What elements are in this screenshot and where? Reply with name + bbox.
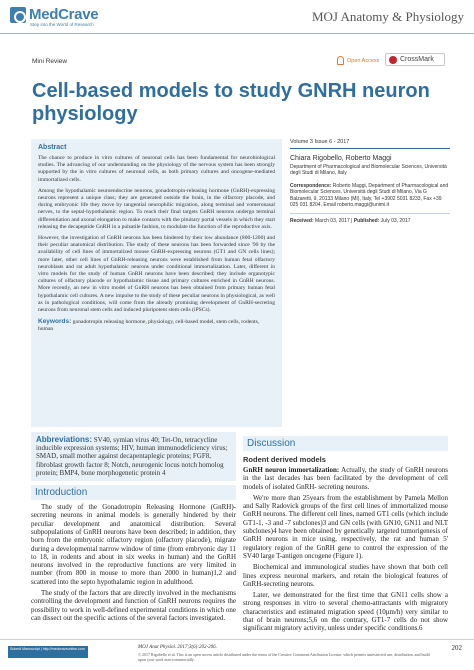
abstract-paragraph: However, the investigation of GnRH neurons has been hindered by their low abundance (800-1200) and their peculiar anatomical distribution. The study of these neurons has been forwarded since '90 by the availability of cell lines of immortalized mouse GnRH-expressing neurons (GT1 and GN cells lines); more later, other cell lines of GnRH-releasing neurons were established from human fetal olfactory neuroblasts and rat adult hypothalamic neurons under conditional immortalization. Later, different in vitro models for the study of human GnRH neurons have been described; they include organotypic cultures of olfactory placode or hypothalamic tissue and primary cultures enriched in GnRH neurons. More recently, an new in vitro model of GnRH neurons has been obtained from primary human fetal hypothalamic cell cultures. A new impulse to the study of these peculiar neurons in physiological, as well as in pathological conditions, will come from the already promising development of GnRH-secreting neurons from neuronal stem cells and induced pluripotent stem cells (iPSCs). xyxy=(38,235,275,314)
discussion-paragraph: We're more than 25years from the establishment by Pamela Mellon and Sally Radovick groups of the first cell lines of immortalized mouse GnRH neurons. The different cell lines, named GT1 cells (which include GT1-1, -3 and -7 subclones)3 and GN cells (with GN10, GN11 and NLT subclones)4 have been obtained by genetically targeted tumorigenesis of GnRH neurons in mice using, respectively, the rat and human 5' regulatory region of the GnRH gene to control the expression of the SV40 large T-antigen oncogene (Figure 1). xyxy=(243,493,448,560)
discussion-paragraph: Biochemical and immunological studies have shown that both cell lines express neuronal markers, and retain the biological features of GnRH-secreting neurons. xyxy=(243,563,448,588)
correspondence-text[interactable]: Roberto Maggi, Department of Pharmacological and Biomolecular Sciences, Università degli Studi di Milano, Via G Balzaretti, 9, 20133 Milano (MI), Italy, Tel +3902 5031 8233, Fax +39 025 031 8204, Email roberto.maggi@unimi.it xyxy=(290,182,449,209)
dates: Received: March 03, 2017 | Published: July 03, 2017 xyxy=(290,218,411,225)
abbreviations-box xyxy=(31,432,236,481)
left-column xyxy=(31,432,236,625)
article-meta xyxy=(290,139,450,224)
open-access-badge xyxy=(337,56,379,65)
footer-citation: MOJ Anat Physiol. 2017;3(6):202-206. xyxy=(138,645,217,650)
journal-name: MOJ Anatomy & Physiology xyxy=(311,9,464,24)
correspondence xyxy=(290,183,450,215)
published-label: Published: xyxy=(353,218,380,225)
logo-tagline: Step into the World of Research xyxy=(30,22,94,27)
page-number: 202 xyxy=(451,644,462,652)
received-label: Received: xyxy=(290,218,314,225)
introduction-paragraph: The study of the factors that are directly involved in the mechanisms controlling the development and function of GnRH neurons requires the possibility to work in well-defined experimental conditions in which one can dissect out the specific actions of the several factors investigated. xyxy=(31,588,236,622)
abstract-box xyxy=(31,139,282,427)
discussion-subheading: Rodent derived models xyxy=(243,455,326,464)
crossmark-button[interactable] xyxy=(385,53,445,66)
article-title: Cell-based models to study GNRH neuron physiology xyxy=(32,80,430,125)
open-lock-icon xyxy=(337,56,344,65)
abstract-paragraph: The chance to produce in vitro cultures of neuronal cells has been fundamental for neurobiological studies. The advancing of our understanding on the physiology of the nervous system has been strongly supported by the in vitro cultures of neuronal cells, as both primary cultures and oncogene-mediated immortalized cells. xyxy=(38,155,275,183)
page-header xyxy=(0,0,474,34)
open-access-label: Open Access xyxy=(347,57,380,64)
introduction-paragraph: The study of the Gonadotropin Releasing Hormone (GnRH)-secreting neurons in animal models is generally hindered by their peculiar development and anatomical distribution. Several subpopulations of GnRH neurons have been described; in addition, they born from the embryonic olfactory region (olfactory placode), migrate during a developmental narrow window of time (from embryonic day 11 to 18, in rodents and about in six weeks in human) and the GnRH neurons involved in the reproductive functions are very limited in number (from 800 in mouse to more than 2000 in human)1,2 and scattered into the septo hypothalamic region in adulthood. xyxy=(31,503,236,586)
crossmark-label: CrossMark xyxy=(400,56,434,63)
abstract-paragraph: Among the hypothalamic neuroendocrine neurons, gonadotropin-releasing hormone (GnRH)-expressing neurons represent a unique class; they are generated outside the brain, in the olfactory placode, and during embryonic life they move by tangential neurophilic migration, along terminal and vomeronasal nerves, to the septal-hypothalamic region. To reach their final targets GnRH neurons undergo terminal differentiation and axonal elongation to make contacts with the pituitary portal vessels in which they start releasing the decapeptide GnRH in a pulsatile fashion, to modulate the function of the reproductive axis. xyxy=(38,187,275,230)
footer-license: © 2017 Rigobello et al. This is an open access article distributed under the terms of the Creative Commons Attribution License, which permits unrestricted use, distribution, and build upon your work non-commercially. xyxy=(138,652,430,662)
keywords-label: Keywords: xyxy=(38,318,72,326)
introduction-heading: Introduction xyxy=(31,485,236,500)
discussion-paragraph-text: Actually, the study of GnRH neurons in the last decades has been facilitated by the development of cell models of isolated GnRH- secreting neurons. xyxy=(243,466,448,491)
article-type: Mini Review xyxy=(32,58,68,65)
inline-heading: GnRH neuron immortalization: xyxy=(243,466,340,474)
keywords-text: gonadotropin releasing hormone, physiology, cell-based model, stem cells, rodents, human xyxy=(38,319,260,333)
abstract-heading: Abstract xyxy=(38,144,67,151)
logo-text: MedCrave xyxy=(29,6,99,23)
discussion-heading: Discussion xyxy=(243,436,448,451)
submit-manuscript-link[interactable]: Submit Manuscript | http://medcraveonline.com xyxy=(8,646,88,658)
published-date: July 03, 2017 xyxy=(380,218,411,225)
page-footer xyxy=(0,639,474,670)
authors: Chiara Rigobello, Roberto Maggi xyxy=(290,155,392,162)
medcrave-logo-icon xyxy=(10,7,26,23)
medcrave-logo[interactable] xyxy=(10,6,98,23)
received-date: March 03, 2017 xyxy=(315,218,350,225)
abbreviations-text: SV40, symian virus 40; Tet-On, tetracycline inducible expression systems; HIV, human immunodeficiency virus; SMAD, small mother against decapentaplegic proteins; FGF8, fibroblast growth factor 8; Notch, neurogenic locus notch homolog protein; BMP4, bone morphogenetic protein 4 xyxy=(36,436,228,477)
keywords xyxy=(38,318,275,333)
discussion-paragraph xyxy=(243,466,448,491)
affiliation: Department of Pharmacological and Biomolecular Sciences, Università degli Studi di Milano, Italy xyxy=(290,164,447,177)
discussion-paragraph: Later, we demonstrated for the first time that GN11 cells show a strong responses in vitro to several chemo-attractants with migratory characteristics and estimated migration speed (10μm/h) very similar to that of brain neurons;5,6 on the contrary, GT1-7 cells do not show significant migratory activity, unless under specific conditions.6 xyxy=(243,591,448,633)
volume-issue: Volume 3 Issue 6 - 2017 xyxy=(290,139,450,149)
correspondence-label: Correspondence: xyxy=(290,182,332,189)
abbreviations-label: Abbreviations: xyxy=(36,435,93,444)
right-column xyxy=(243,432,448,636)
crossmark-icon xyxy=(389,56,397,64)
